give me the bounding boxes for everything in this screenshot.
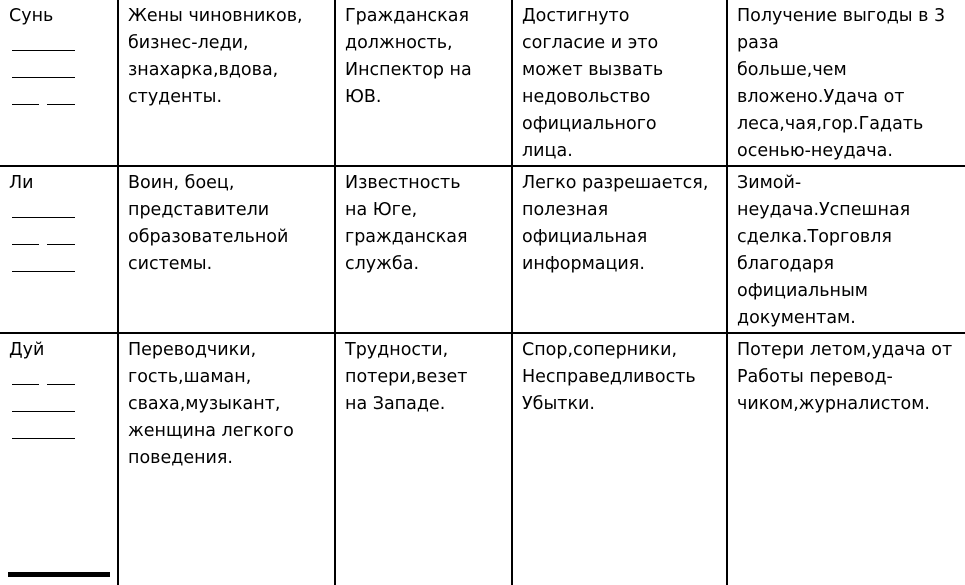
trigram-line (9, 418, 111, 445)
cell-line: Потери летом,удача от (737, 340, 953, 360)
cell-line: согласие и это (522, 33, 659, 53)
cell-line: официальным (737, 281, 869, 301)
position-cell (335, 0, 512, 166)
cell-line: гость,шаман, (128, 367, 252, 387)
trigram-line (9, 30, 111, 57)
trigram-line (9, 251, 111, 278)
trigram-name: Ли (9, 173, 34, 193)
consent-cell (512, 0, 727, 166)
trigram-line (9, 364, 111, 391)
table-row (0, 333, 965, 585)
cell-line: документам. (737, 308, 856, 328)
cell-line: чиком,журналистом. (737, 394, 930, 414)
cell-line: Зимой- (737, 173, 802, 193)
cell-line: женщина легкого (128, 421, 294, 441)
cell-line: неудача.Успешная (737, 200, 911, 220)
cell-line: Достигнуто (522, 6, 630, 26)
outcome-cell (727, 333, 965, 585)
cell-line: сваха,музыкант, (128, 394, 281, 414)
table-row (0, 0, 965, 166)
cell-line: лица. (522, 141, 573, 161)
cell-line: благодаря (737, 254, 835, 274)
cell-line: недовольство (522, 87, 651, 107)
trigram-name: Дуй (9, 340, 45, 360)
people-cell (118, 0, 335, 166)
cell-line: Известность (345, 173, 461, 193)
cell-line: Убытки. (522, 394, 595, 414)
cell-line: системы. (128, 254, 213, 274)
cell-line: студенты. (128, 87, 223, 107)
people-cell (118, 333, 335, 585)
cell-line: Получение выгоды в 3 (737, 6, 946, 26)
cell-line: Работы перевод- (737, 367, 893, 387)
cell-line: сделка.Торговля (737, 227, 892, 247)
cell-line: Гражданская (345, 6, 469, 26)
trigram-line (9, 197, 111, 224)
cell-line: раза (737, 33, 779, 53)
consent-cell (512, 166, 727, 333)
cell-line: бизнес-леди, (128, 33, 249, 53)
cell-line: должность, (345, 33, 453, 53)
cell-line: Спор,соперники, (522, 340, 678, 360)
cell-line: информация. (522, 254, 645, 274)
cell-line: представители (128, 200, 270, 220)
trigram-name: Сунь (9, 6, 54, 26)
cell-line: знахарка,вдова, (128, 60, 279, 80)
cell-line: больше,чем (737, 60, 847, 80)
cell-line: Трудности, (345, 340, 449, 360)
cell-line: официальная (522, 227, 648, 247)
position-cell (335, 166, 512, 333)
bottom-line-mark (8, 572, 110, 577)
people-cell (118, 166, 335, 333)
cell-line: Несправедливость (522, 367, 696, 387)
trigram-cell (0, 333, 118, 585)
trigram-cell (0, 166, 118, 333)
trigram-line (9, 84, 111, 111)
cell-line: официального (522, 114, 657, 134)
cell-line: Жены чиновников, (128, 6, 303, 26)
position-cell (335, 333, 512, 585)
outcome-cell (727, 166, 965, 333)
cell-line: осенью-неудача. (737, 141, 893, 161)
cell-line: образовательной (128, 227, 289, 247)
trigram-line (9, 391, 111, 418)
outcome-cell (727, 0, 965, 166)
table-row (0, 166, 965, 333)
cell-line: поведения. (128, 448, 233, 468)
cell-line: леса,чая,гор.Гадать (737, 114, 924, 134)
consent-cell (512, 333, 727, 585)
trigram-line (9, 224, 111, 251)
trigram-cell (0, 0, 118, 166)
cell-line: потери,везет (345, 367, 468, 387)
cell-line: Легко разрешается, (522, 173, 709, 193)
cell-line: Инспектор на (345, 60, 472, 80)
cell-line: вложено.Удача от (737, 87, 905, 107)
cell-line: может вызвать (522, 60, 664, 80)
cell-line: на Западе. (345, 394, 446, 414)
cell-line: на Юге, (345, 200, 418, 220)
cell-line: служба. (345, 254, 420, 274)
cell-line: Воин, боец, (128, 173, 235, 193)
cell-line: Переводчики, (128, 340, 257, 360)
cell-line: ЮВ. (345, 87, 382, 107)
cell-line: гражданская (345, 227, 468, 247)
cell-line: полезная (522, 200, 609, 220)
trigram-line (9, 57, 111, 84)
